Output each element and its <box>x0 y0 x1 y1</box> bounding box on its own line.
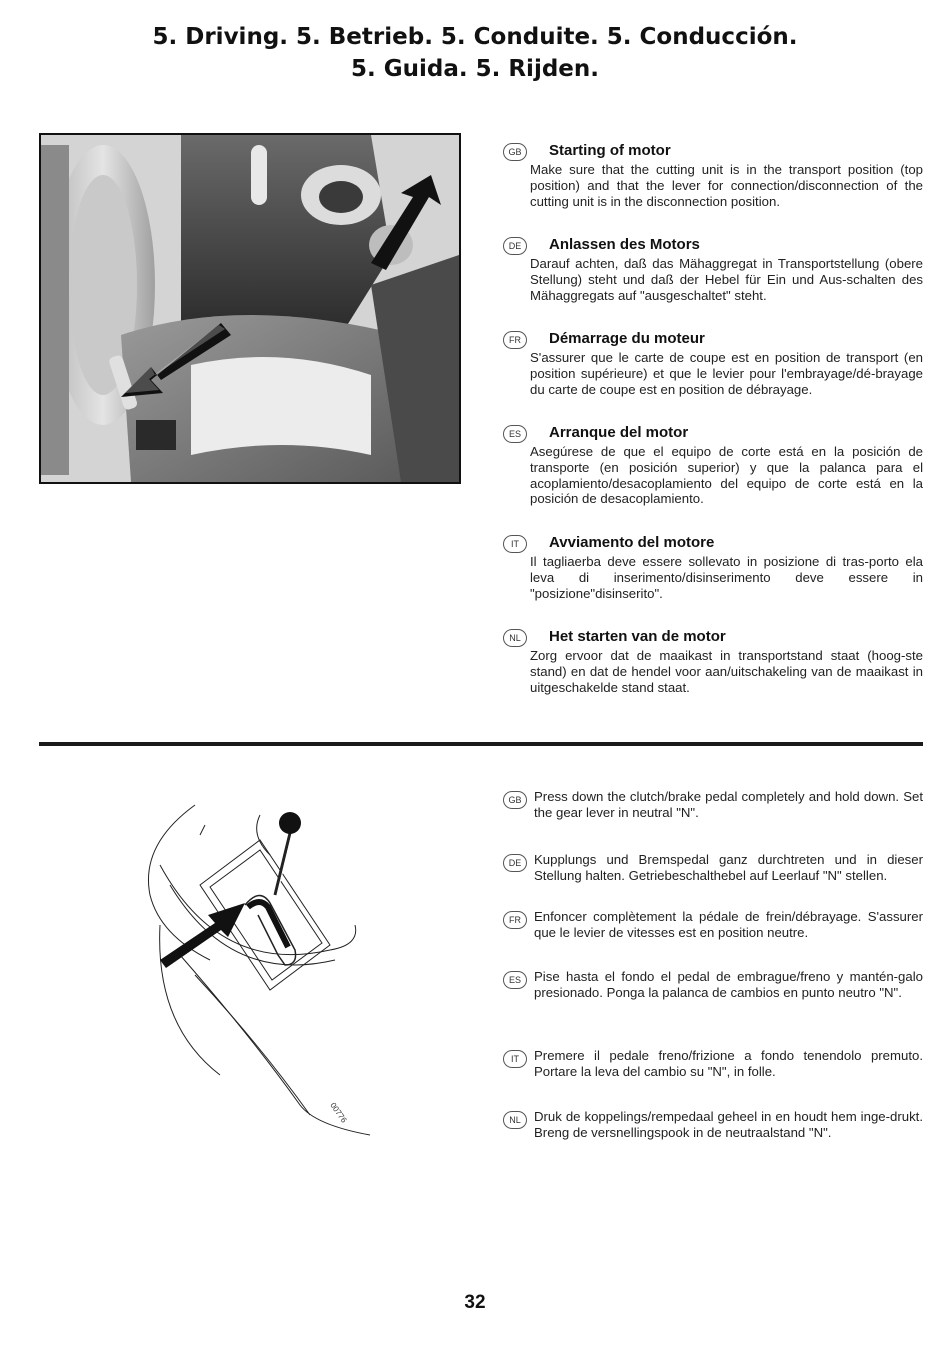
instruction-it <box>503 1048 923 1080</box>
section-title: Arranque del motor <box>549 424 689 441</box>
instruction-text: Press down the clutch/brake pedal completely and hold down. Set the gear lever in neutral "N". <box>534 789 923 820</box>
lang-badge-nl: NL <box>503 1111 527 1129</box>
instruction-text: Druk de koppelings/rempedaal geheel in en houdt hem inge-drukt. Breng de versnellingspook in de neutraalstand "N". <box>534 1109 923 1140</box>
instruction-gb <box>503 789 923 821</box>
mower-controls-photo <box>39 133 461 484</box>
lang-badge-nl: NL <box>503 629 527 647</box>
section-title: Het starten van de motor <box>549 628 726 645</box>
section-nl <box>503 628 923 695</box>
instruction-text: Kupplungs und Bremspedal ganz durchtreten und in dieser Stellung halten. Getriebeschalthebel auf Leerlauf "N" stellen. <box>534 852 923 883</box>
lang-badge-es: ES <box>503 971 527 989</box>
section-text: Asegúrese de que el equipo de corte está en la posición de transporte (en posición superior) y que la palanca para el acoplamiento/desacoplamiento del equipo de corte está en la posición de desacoplamiento. <box>530 444 923 507</box>
lang-badge-it: IT <box>503 1050 527 1068</box>
lang-badge-fr: FR <box>503 331 527 349</box>
instruction-de <box>503 852 923 884</box>
section-divider <box>39 742 923 746</box>
gear-lever-drawing <box>100 775 430 1155</box>
section-gb <box>503 142 923 209</box>
section-title: Starting of motor <box>549 142 671 159</box>
page-title-line-2: 5. Guida. 5. Rijden. <box>350 56 599 82</box>
arrow-to-gear-lever <box>160 903 245 968</box>
page-title-line-1: 5. Driving. 5. Betrieb. 5. Conduite. 5. Conducción. <box>152 24 798 50</box>
section-text: Zorg ervoor dat de maaikast in transportstand staat (hoog-ste stand) en dat de hendel voor aan/uitschakeling van de maaikast in uitgeschakelde stand staat. <box>530 648 923 695</box>
lang-badge-gb: GB <box>503 143 527 161</box>
instruction-nl <box>503 1109 923 1141</box>
lang-badge-gb: GB <box>503 791 527 809</box>
lang-badge-fr: FR <box>503 911 527 929</box>
gear-lever-line-art <box>100 775 430 1155</box>
instruction-text: Enfoncer complètement la pédale de frein/débrayage. S'assurer que le levier de vitesses est en position neutre. <box>534 909 923 940</box>
figure-code: 00776 <box>328 1100 349 1125</box>
section-text: Make sure that the cutting unit is in the transport position (top position) and that the lever for connection/disconnection of the cutting unit is in the disconnection position. <box>530 162 923 209</box>
section-it <box>503 534 923 601</box>
instruction-fr <box>503 909 923 941</box>
lang-badge-es: ES <box>503 425 527 443</box>
section-title: Anlassen des Motors <box>549 236 700 253</box>
instruction-text: Premere il pedale freno/frizione a fondo tenendolo premuto. Portare la leva del cambio su "N", in folle. <box>534 1048 923 1079</box>
instruction-text: Pise hasta el fondo el pedal de embrague/freno y mantén-galo presionado. Ponga la palanca de cambios en punto neutro "N". <box>534 969 923 1000</box>
lang-badge-de: DE <box>503 237 527 255</box>
page-number: 32 <box>464 1292 486 1313</box>
section-text: Il tagliaerba deve essere sollevato in posizione di tras-porto ela leva di inserimento/disinserimento deve essere in "posizione"disinserito". <box>530 554 923 601</box>
section-de <box>503 236 923 303</box>
mower-controls-illustration <box>41 135 459 482</box>
lang-badge-de: DE <box>503 854 527 872</box>
section-title: Démarrage du moteur <box>549 330 705 347</box>
section-title: Avviamento del motore <box>549 534 715 551</box>
lang-badge-it: IT <box>503 535 527 553</box>
instruction-es <box>503 969 923 1001</box>
section-fr <box>503 330 923 397</box>
section-text: Darauf achten, daß das Mähaggregat in Transportstellung (obere Stellung) steht und daß der Hebel für Ein und Aus-schalten des Mähaggregats auf "ausgeschaltet" steht. <box>530 256 923 303</box>
section-text: S'assurer que le carte de coupe est en position de transport (en position supérieure) et que le levier pour l'embrayage/dé-brayage du carte de coupe est en position de débrayage. <box>530 350 923 397</box>
section-es <box>503 424 923 507</box>
